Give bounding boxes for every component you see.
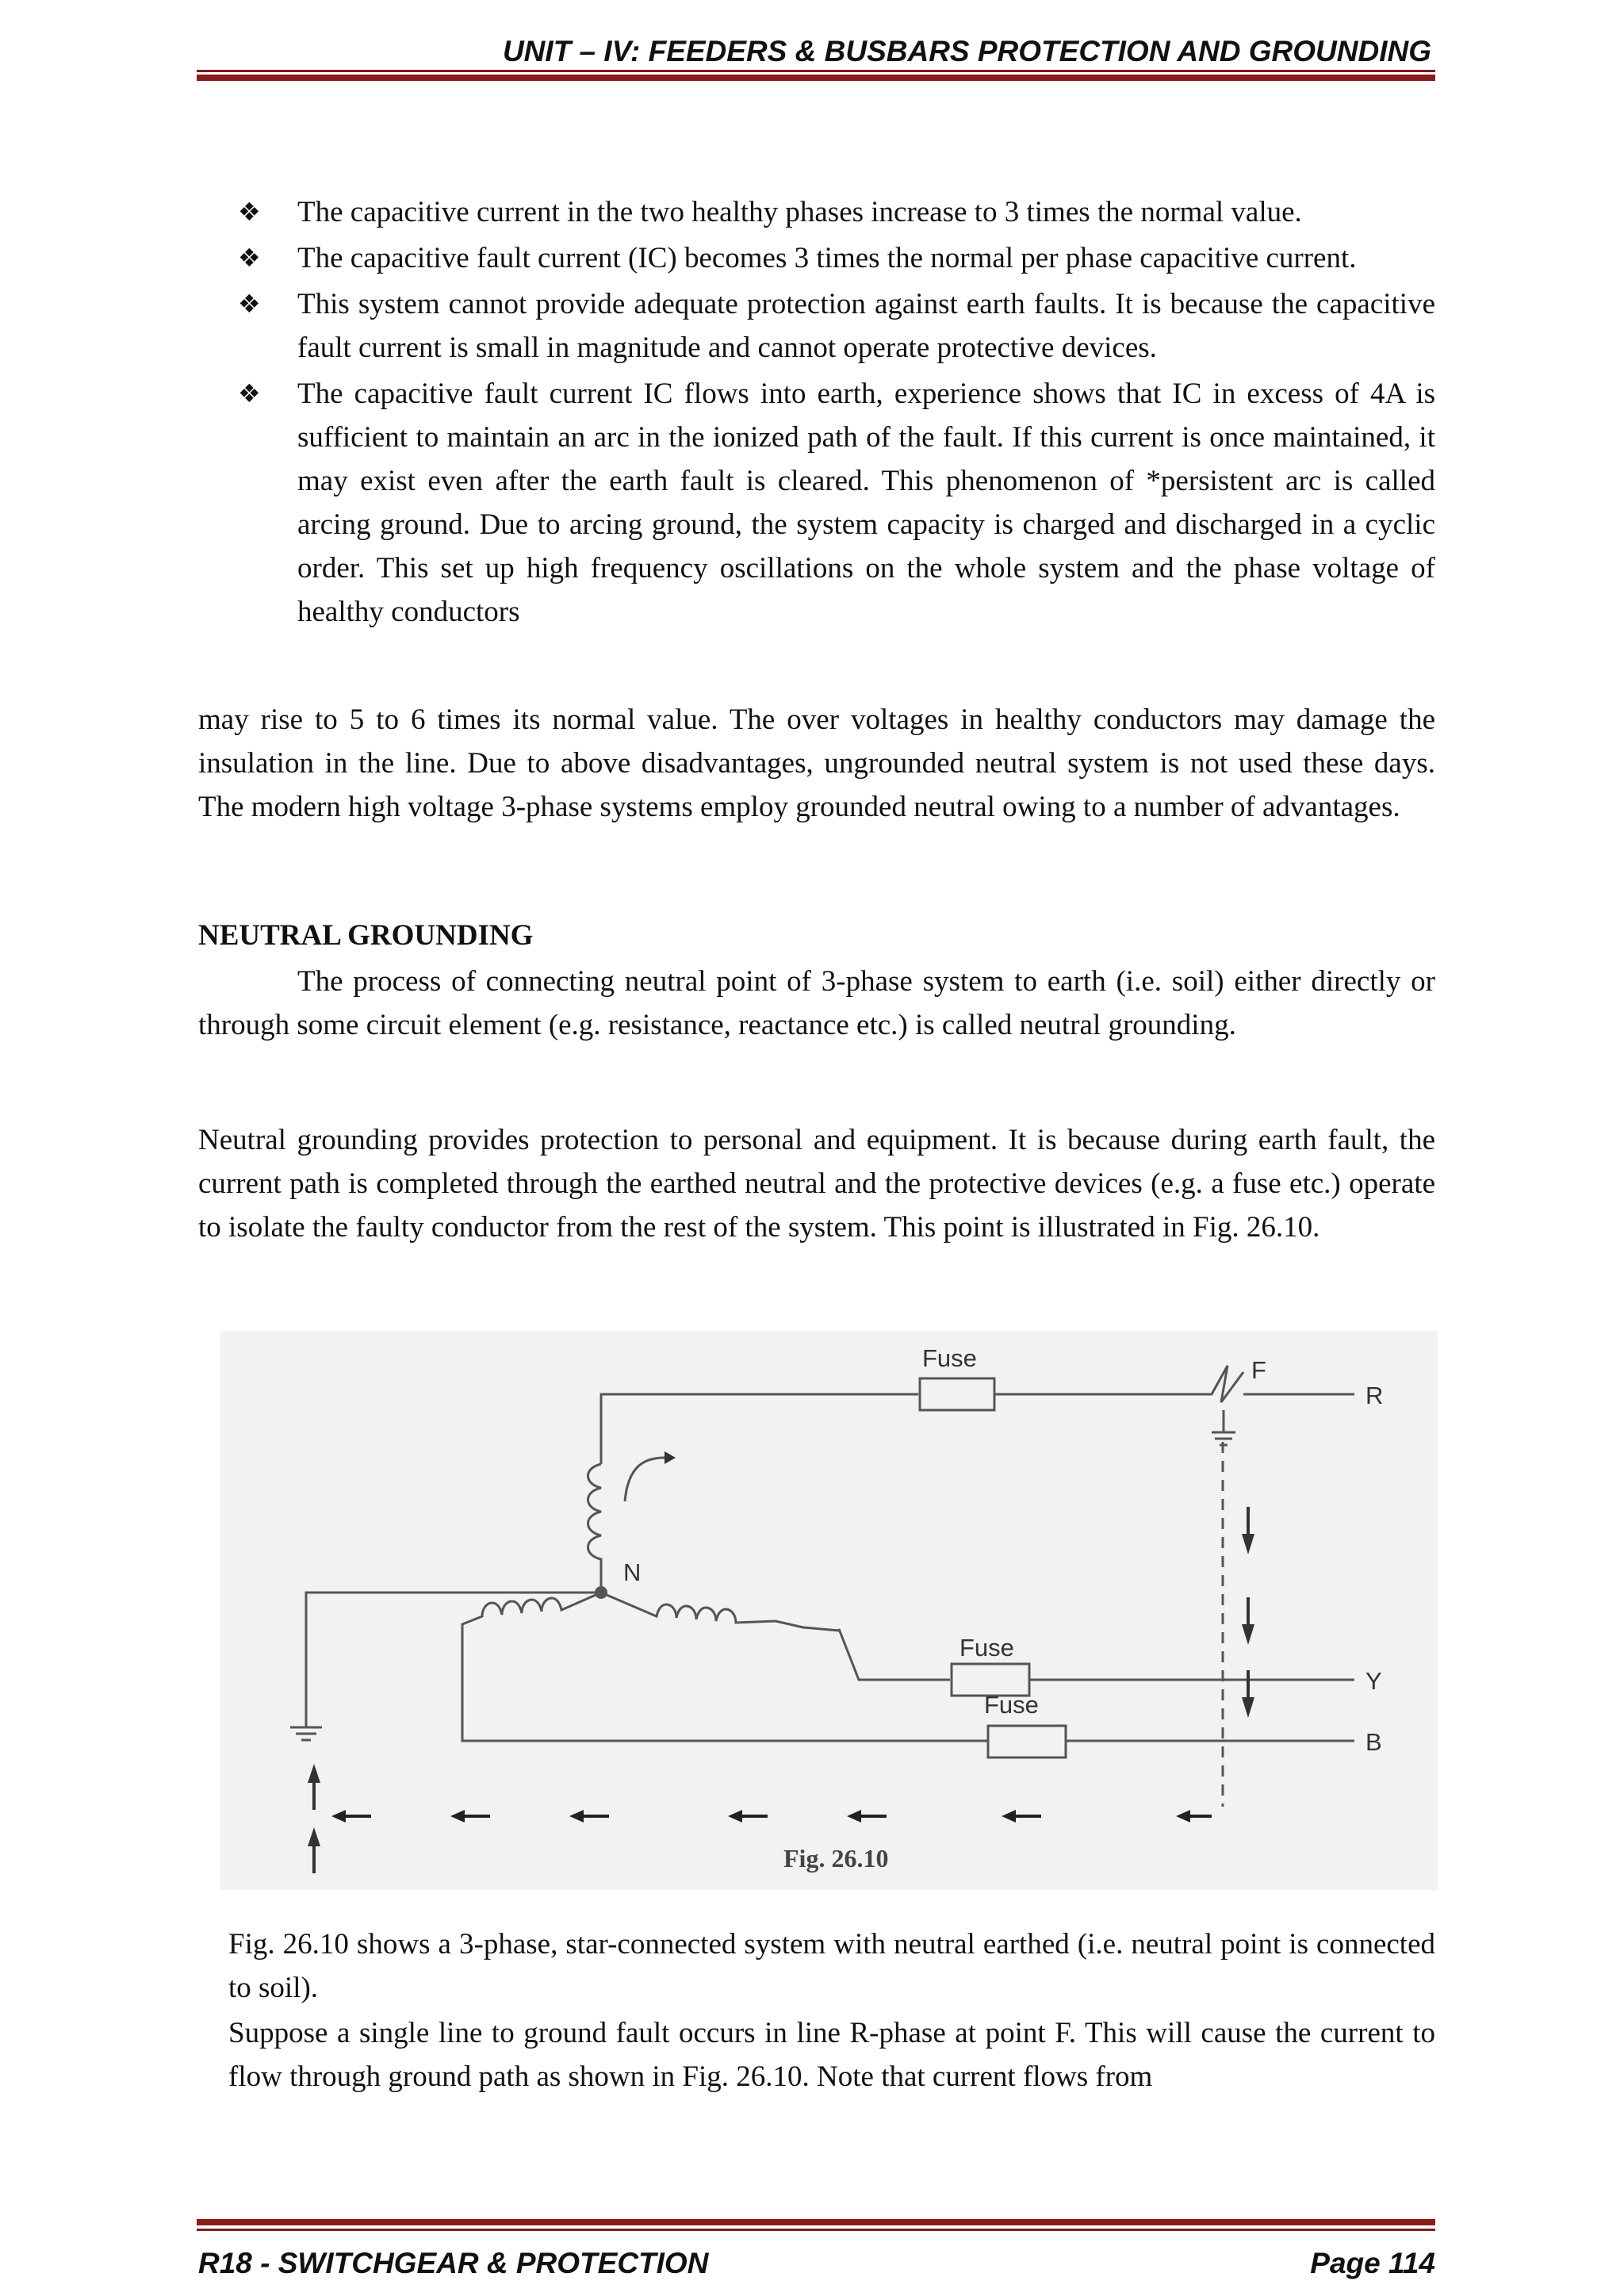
circuit-diagram	[220, 1331, 1438, 1890]
footer-course-title: R18 - SWITCHGEAR & PROTECTION	[198, 2247, 709, 2279]
fault-symbol	[1204, 1366, 1243, 1445]
phase-r-label: R	[1365, 1382, 1384, 1409]
fault-label: F	[1251, 1356, 1266, 1384]
arrow-up-icon	[308, 1764, 320, 1783]
fuse-b	[988, 1726, 1066, 1757]
fault-description: Suppose a single line to ground fault occurs in line R-phase at point F. This will cause the current to flow through ground path as shown in Fig. 26.10. Note that current flows from	[228, 2017, 1435, 2093]
figure-neutral-grounding	[220, 1331, 1438, 1890]
footer-rule-thin	[197, 2229, 1435, 2231]
header-rule-thin	[197, 70, 1435, 72]
coil-y-line	[601, 1593, 950, 1680]
fuse-label-r: Fuse	[922, 1344, 977, 1372]
ground-symbol-left	[290, 1727, 322, 1740]
phase-y-label: Y	[1365, 1667, 1382, 1695]
section-heading: NEUTRAL GROUNDING	[198, 919, 534, 952]
arrow-shafts	[314, 1507, 1248, 1873]
footer-page-number: Page 114	[1310, 2247, 1435, 2279]
neutral-point	[595, 1586, 607, 1599]
coil-r	[588, 1464, 602, 1593]
return-current-arrows	[331, 1810, 1212, 1823]
arrow-right-icon	[665, 1451, 676, 1464]
diamond-bullet-icon: ❖	[238, 197, 261, 227]
arrow-down-icon	[1242, 1697, 1254, 1718]
arrow-down-icon	[1242, 1534, 1254, 1554]
continuation-paragraph: may rise to 5 to 6 times its normal value. The over voltages in healthy conductors may damage the insulation in the line. Due to above disadvantages, ungrounded neutral system is not used these days. The modern high voltage 3-phase systems employ grounded neutral owing to a number of advantages.	[198, 703, 1435, 823]
figure-caption: Fig. 26.10	[783, 1844, 889, 1872]
coil-b-line	[462, 1593, 988, 1741]
fuse-label-b: Fuse	[984, 1691, 1039, 1719]
header-rule-thick	[197, 75, 1435, 81]
neutral-grounding-explanation: Neutral grounding provides protection to personal and equipment. It is because during earth fault, the current path is completed through the earthed neutral and the protective devices (e.g. a fuse etc.) operate to isolate the faulty conductor from the rest of the system. This point is illustrated in Fig. 26.10.	[198, 1124, 1435, 1244]
bullet-item: ❖ The capacitive fault current IC flows into earth, experience shows that IC in excess of 4A is sufficient to maintain an arc in the ionized path of the fault. If this current is once maintained, it may exist even after the earth fault is cleared. This phenomenon of *persistent arc is called arcing ground. Due to arcing ground, the system capacity is charged and discharged in a cyclic order. This set up high frequency oscillations on the whole system and the phase voltage of healthy conductors	[238, 372, 1435, 634]
diamond-bullet-icon: ❖	[238, 378, 261, 408]
arrow-up-icon	[308, 1827, 320, 1846]
fuse-label-y: Fuse	[959, 1634, 1014, 1662]
r-line-left	[601, 1394, 918, 1464]
phase-b-label: B	[1365, 1728, 1382, 1756]
footer-rule-thick	[197, 2219, 1435, 2225]
bullet-list	[238, 190, 1435, 636]
neutral-grounding-definition: The process of connecting neutral point of 3-phase system to earth (i.e. soil) either directly or through some circuit element (e.g. resistance, reactance etc.) is called neutral grounding.	[198, 965, 1435, 1041]
bullet-item: ❖ The capacitive fault current (IC) becomes 3 times the normal per phase capacitive current.	[238, 236, 1435, 280]
diamond-bullet-icon: ❖	[238, 289, 261, 319]
bullet-item: ❖ The capacitive current in the two healthy phases increase to 3 times the normal value.	[238, 190, 1435, 234]
arrow-down-icon	[1242, 1624, 1254, 1645]
page-header-title: UNIT – IV: FEEDERS & BUSBARS PROTECTION AND GROUNDING	[502, 35, 1431, 67]
neutral-ground-wire	[306, 1593, 601, 1727]
current-arrow-curve	[625, 1458, 665, 1501]
bullet-item: ❖ This system cannot provide adequate protection against earth faults. It is because the capacitive fault current is small in magnitude and cannot operate protective devices.	[238, 282, 1435, 370]
figure-description: Fig. 26.10 shows a 3-phase, star-connected system with neutral earthed (i.e. neutral point is connected to soil).	[228, 1928, 1435, 2004]
arrow-markers	[308, 1451, 1254, 1846]
neutral-label: N	[623, 1558, 642, 1586]
fuse-r	[920, 1378, 994, 1410]
diamond-bullet-icon: ❖	[238, 243, 261, 273]
